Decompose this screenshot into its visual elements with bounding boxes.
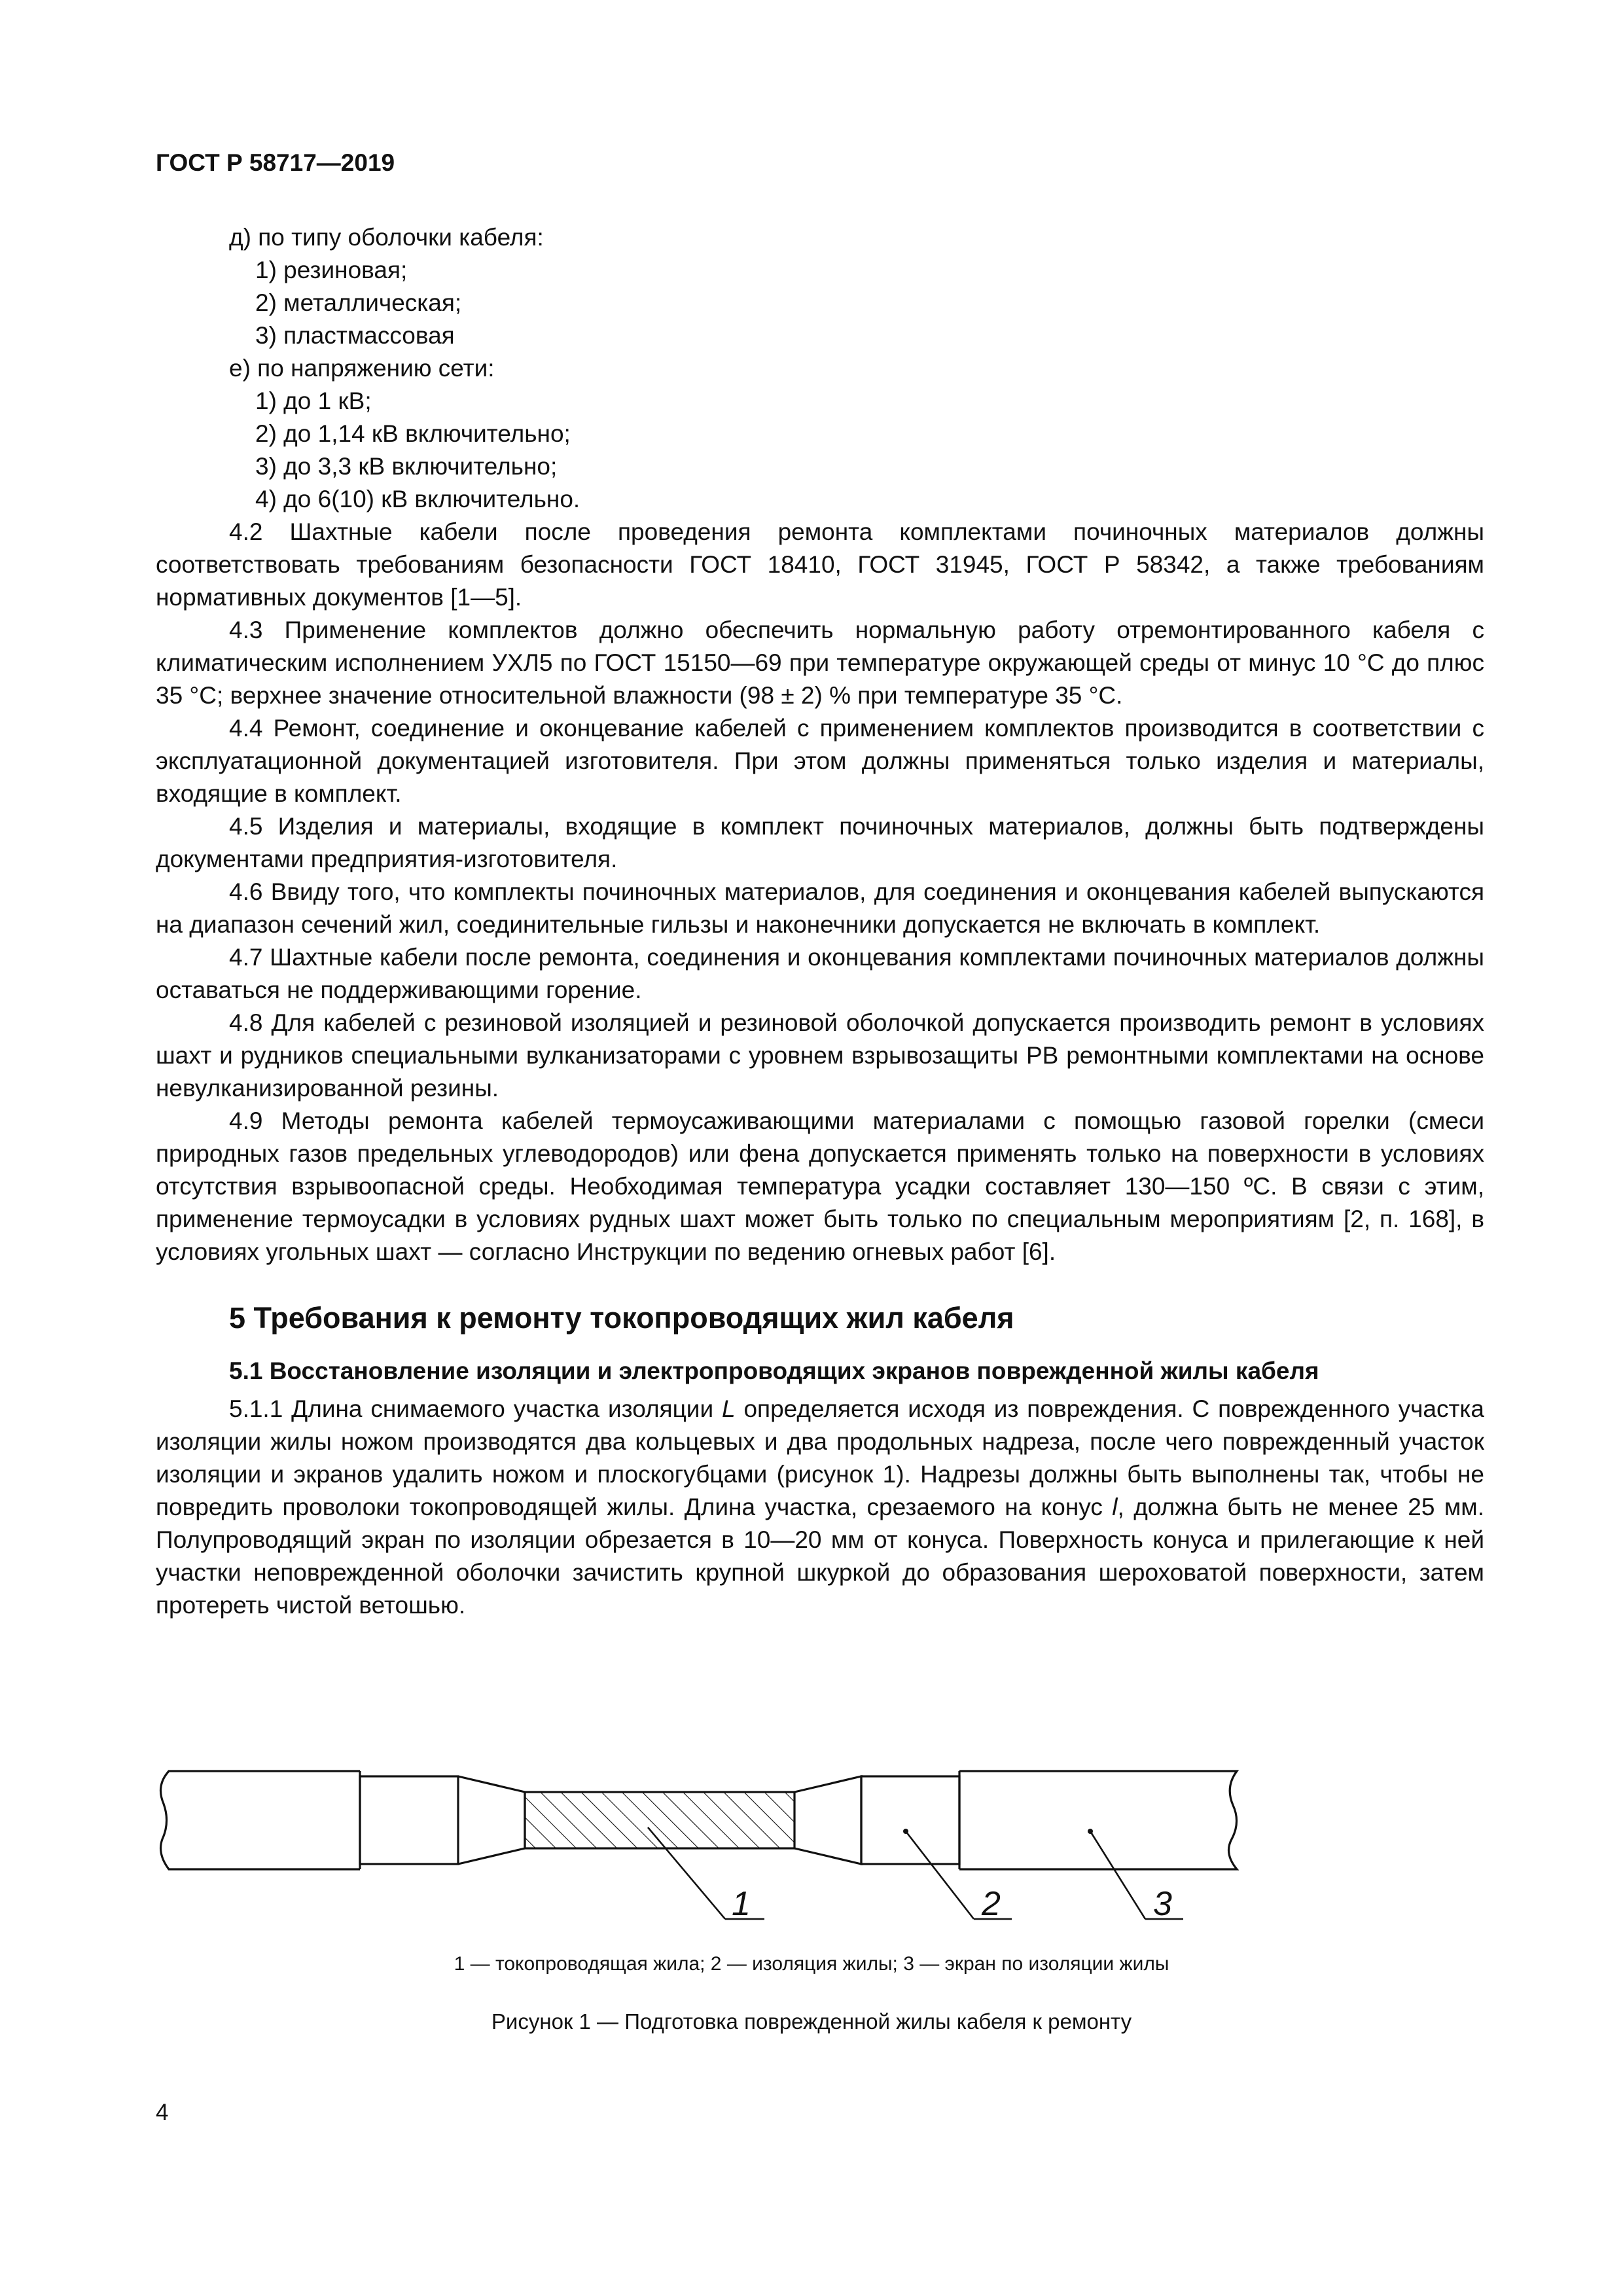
cable-core-figure	[156, 1754, 1484, 1924]
paragraph-4-9: 4.9 Методы ремонта кабелей термоусаживающими материалами с помощью газовой горелки (смеси природных газов предельных углеводородов) или фена допускается применять только на поверхности в условиях отсутствия взрывоопасной среды. Необходимая температура усадки составляет 130—150 ºС. В связи с этим, применение термоусадки в условиях рудных шахт может быть только по специальным мероприятиям [2, п. 168], в условиях угольных шахт — согласно Инструкции по ведению огневых работ [6].	[156, 1107, 1484, 1265]
paragraph-5-1-1	[156, 1393, 1484, 1622]
paragraph-4-6: 4.6 Ввиду того, что комплекты починочных материалов, для соединения и оконцевания кабелей выпускаются на диапазон сечений жил, соединительные гильзы и наконечники допускается не включать в комплект.	[156, 878, 1484, 938]
list-item: 1) резиновая;	[255, 257, 408, 283]
text-run: определяется исходя из повреждения. С поврежденного участка изоляции жилы ножом производятся два кольцевых и два продольных надреза, после чего поврежденный участок изоляции и экранов удалить ножом и плоскогубцами (рисунок 1). Надрезы должны быть выполнены так, чтобы не повредить проволоки токопроводящей жилы. Длина участка, срезаемого на конус	[156, 1395, 1485, 1520]
left-screen-segment	[161, 1771, 361, 1869]
right-screen-segment	[959, 1771, 1237, 1869]
paragraph-4-7: 4.7 Шахтные кабели после ремонта, соединения и оконцевания комплектами починочных материалов должны оставаться не поддерживающими горение.	[156, 944, 1484, 1003]
list-item: 3) пластмассовая	[255, 322, 455, 349]
paragraph-4-2: 4.2 Шахтные кабели после проведения ремонта комплектами починочных материалов должны соответствовать требованиям безопасности ГОСТ 18410, ГОСТ 31945, ГОСТ Р 58342, а также требованиям нормативных документов [1—5].	[156, 518, 1484, 611]
text-run: , должна быть не менее 25 мм. Полупроводящий экран по изоляции обрезается в 10—20 мм от конуса. Поверхность конуса и прилегающие к ней участки неповрежденной оболочки зачистить крупной шкуркой до образования шероховатой поверхности, затем протереть чистой ветошью.	[156, 1494, 1484, 1619]
figure-legend: 1 — токопроводящая жила; 2 — изоляция жилы; 3 — экран по изоляции жилы	[454, 1953, 1169, 1975]
list-item: 2) до 1,14 кВ включительно;	[255, 420, 571, 447]
subsection-heading-5-1: 5.1 Восстановление изоляции и электропроводящих экранов поврежденной жилы кабеля	[229, 1357, 1319, 1384]
document-header: ГОСТ Р 58717—2019	[156, 149, 395, 176]
page-number: 4	[156, 2100, 169, 2125]
right-cone	[794, 1776, 861, 1864]
callout-3-leader	[1090, 1831, 1145, 1919]
paragraph-4-5: 4.5 Изделия и материалы, входящие в комплект починочных материалов, должны быть подтверждены документами предприятия-изготовителя.	[156, 813, 1484, 872]
right-insulation-segment	[861, 1776, 959, 1864]
list-title: е) по напряжению сети:	[229, 355, 495, 382]
list-item: 4) до 6(10) кВ включительно.	[255, 486, 580, 512]
text-run: 5.1.1 Длина снимаемого участка изоляции	[229, 1395, 722, 1422]
paragraph-4-8: 4.8 Для кабелей с резиновой изоляцией и резиновой оболочкой допускается производить ремонт в условиях шахт и рудников специальными вулканизаторами с уровнем взрывозащиты РВ ремонтными комплектами на основе невулканизированной резины.	[156, 1009, 1484, 1102]
variable-L: L	[722, 1395, 736, 1422]
callout-label-2: 2	[982, 1885, 1001, 1923]
conductor-core	[525, 1792, 794, 1848]
variable-l: l	[1112, 1494, 1118, 1520]
callout-label-1: 1	[732, 1885, 751, 1923]
list-title: д) по типу оболочки кабеля:	[229, 224, 544, 251]
paragraph-4-4: 4.4 Ремонт, соединение и оконцевание кабелей с применением комплектов производится в соответствии с эксплуатационной документацией изготовителя. При этом должны применяться только изделия и материалы, входящие в комплект.	[156, 715, 1484, 807]
left-cone	[458, 1776, 525, 1864]
callout-label-3: 3	[1153, 1885, 1172, 1923]
paragraph-4-3: 4.3 Применение комплектов должно обеспечить нормальную работу отремонтированного кабеля с климатическим исполнением УХЛ5 по ГОСТ 15150—69 при температуре окружающей среды от минус 10 °С до плюс 35 °С; верхнее значение относительной влажности (98 ± 2) % при температуре 35 °С.	[156, 617, 1484, 709]
callout-2-leader	[906, 1831, 974, 1919]
list-item: 2) металлическая;	[255, 289, 462, 316]
left-insulation-segment	[360, 1776, 458, 1864]
figure-caption: Рисунок 1 — Подготовка поврежденной жилы кабеля к ремонту	[491, 2009, 1132, 2034]
document-body	[156, 221, 1484, 1622]
list-item: 3) до 3,3 кВ включительно;	[255, 453, 558, 480]
section-heading-5: 5 Требования к ремонту токопроводящих жил кабеля	[229, 1301, 1014, 1335]
list-item: 1) до 1 кВ;	[255, 387, 372, 414]
